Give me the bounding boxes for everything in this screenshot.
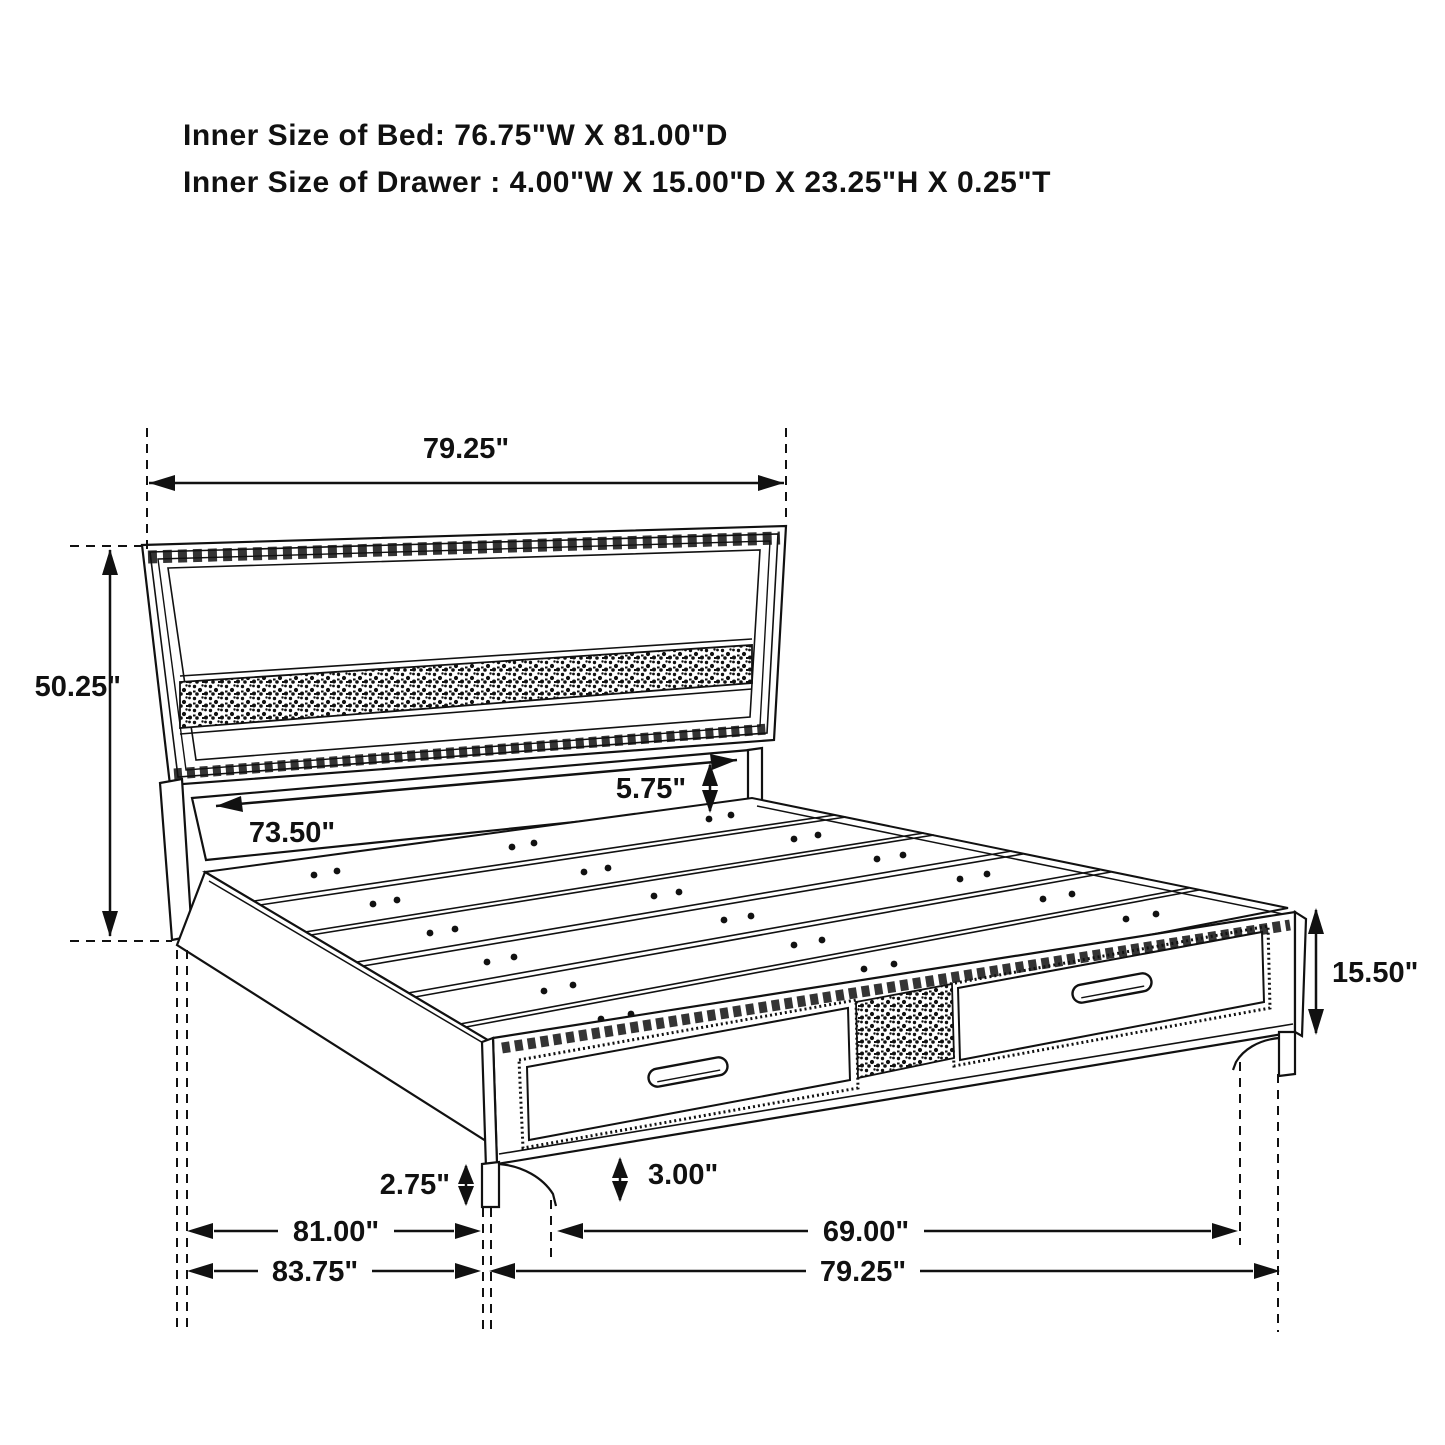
dimension-footboard-height — [1308, 908, 1418, 1035]
dimension-footboard-foot-height — [612, 1157, 718, 1202]
footboard-height-label: 15.50" — [1332, 957, 1419, 989]
inner-length-label: 81.00" — [292, 1216, 380, 1248]
overall-length-label: 83.75" — [271, 1256, 359, 1288]
dimension-side-foot-height — [380, 1164, 474, 1206]
dimension-headboard-width — [149, 433, 784, 491]
headboard-height-label: 50.25" — [34, 671, 121, 703]
footboard-right-cap — [1295, 912, 1306, 1036]
footboard-width-label: 79.25" — [819, 1256, 907, 1288]
footboard-foot-height-label: 3.00" — [648, 1159, 719, 1191]
dimension-footboard-width — [489, 1256, 1280, 1288]
inner-size-of-drawer-text: Inner Size of Drawer : 4.00"W X 15.00"D X 23.25"H X 0.25"T — [183, 166, 1051, 199]
footboard-left-foot-bracket — [499, 1164, 556, 1206]
dimension-drawer-section-width — [557, 1216, 1238, 1248]
side-foot-height-label: 2.75" — [379, 1169, 450, 1201]
footboard-right-foot — [1279, 1032, 1295, 1076]
dimension-inner-length — [187, 1216, 481, 1248]
headboard-inner-width-label: 73.50" — [248, 817, 336, 849]
headboard-width-label: 79.25" — [422, 433, 510, 465]
footboard-left-foot — [482, 1162, 499, 1207]
inner-size-of-bed-text: Inner Size of Bed: 76.75"W X 81.00"D — [183, 119, 728, 152]
headboard-rail-height-label: 5.75" — [615, 773, 687, 805]
dimension-overall-length — [187, 1256, 481, 1288]
dimension-headboard-height — [35, 549, 121, 937]
drawer-section-width-label: 69.00" — [822, 1216, 910, 1248]
